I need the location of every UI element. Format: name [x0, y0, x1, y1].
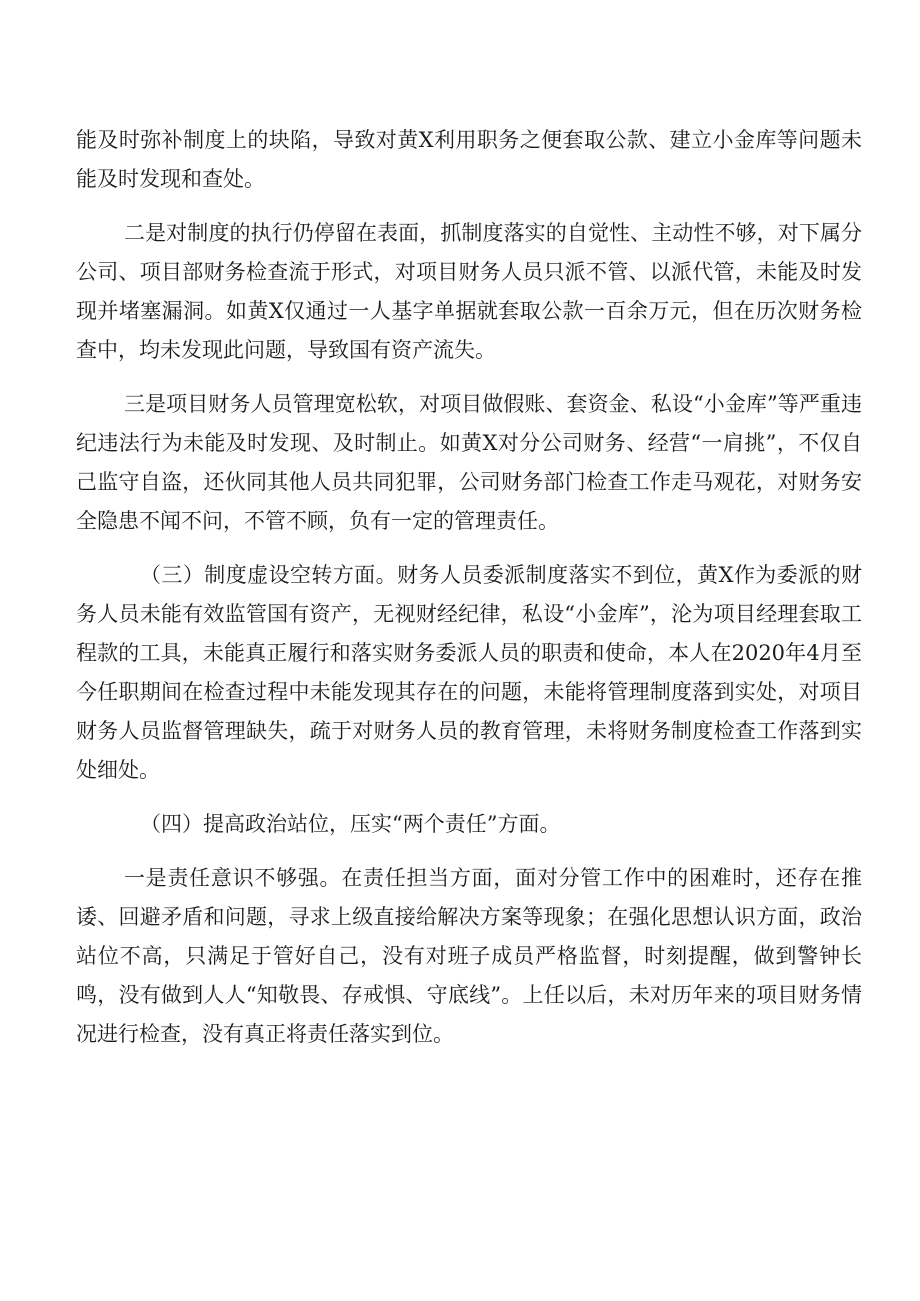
paragraph-point-two: 二是对制度的执行仍停留在表面，抓制度落实的自觉性、主动性不够，对下属分公司、项目部财务检查流于形式，对项目财务人员只派不管、以派代管，未能及时发现并堵塞漏洞。如黄X仅通过一人基字单据就套取公款一百余万元，但在历次财务检查中，均未发现此问题，导致国有资产流失。: [76, 221, 862, 362]
paragraph-section-four-heading: （四）提高政治站位，压实“两个责任”方面。: [140, 812, 561, 836]
paragraph-point-three: 三是项目财务人员管理宽松软，对项目做假账、套资金、私设“小金库”等严重违纪违法行为未能及时发现、及时制止。如黄X对分公司财务、经营“一肩挑”，不仅自己监守自盗，还伙同其他人员共同犯罪，公司财务部门检查工作走马观花，对财务安全隐患不闻不问，不管不顾，负有一定的管理责任。: [76, 392, 862, 533]
paragraph-continuation: 能及时弥补制度上的块陷，导致对黄X利用职务之便套取公款、建立小金库等问题未能及时发现和查处。: [76, 128, 862, 191]
document-body: [76, 121, 862, 1054]
paragraph-point-one: 一是责任意识不够强。在责任担当方面，面对分管工作中的困难时，还存在推诿、回避矛盾和问题，寻求上级直接给解决方案等现象；在强化思想认识方面，政治站位不高，只满足于管好自己，没有对班子成员严格监督，时刻提醒，做到警钟长鸣，没有做到人人“知敬畏、存戒惧、守底线”。上任以后，未对历年来的项目财务情况进行检查，没有真正将责任落实到位。: [76, 866, 862, 1046]
paragraph-section-three: （三）制度虚设空转方面。财务人员委派制度落实不到位，黄X作为委派的财务人员未能有效监管国有资产，无视财经纪律，私设“小金库”，沦为项目经理套取工程款的工具，未能真正履行和落实财务委派人员的职责和使命，本人在2020年4月至今任职期间在检查过程中未能发现其存在的问题，未能将管理制度落到实处，对项目财务人员监督管理缺失，疏于对财务人员的教育管理，未将财务制度检查工作落到实处细处。: [76, 563, 862, 782]
